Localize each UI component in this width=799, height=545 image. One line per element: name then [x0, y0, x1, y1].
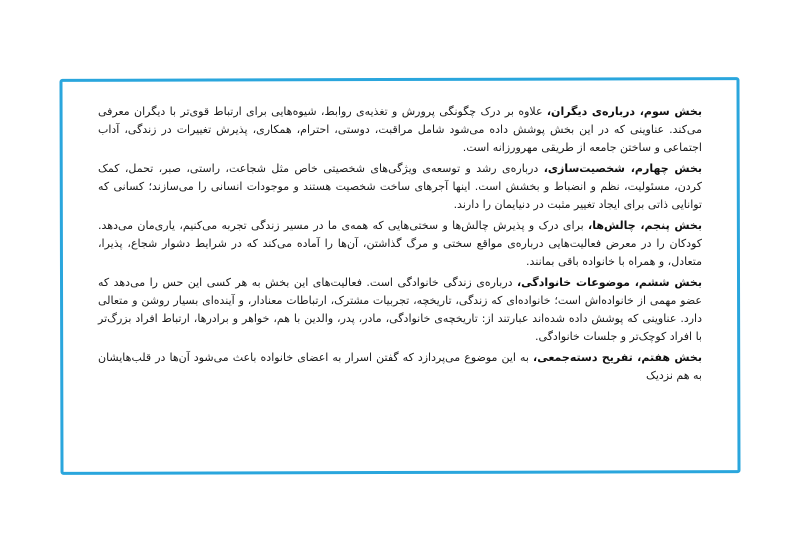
- paragraph-section-7: [98, 349, 702, 385]
- paragraph-title: بخش ششم، موضوعات خانوادگی،: [517, 276, 702, 289]
- paragraph-title: بخش سوم، درباره‌ی دیگران،: [546, 105, 702, 118]
- paragraph-section-5: [98, 217, 702, 271]
- text-body: [98, 103, 702, 388]
- paragraph-text: برای درک و پذیرش چالش‌ها و سختی‌هایی که همه‌ی ما در مسیر زندگی تجربه می‌کنیم، یاری‌مان می‌دهد. کودکان را در معرض فعالیت‌هایی درباره‌ی مواقع سختی و مرگ گذاشتن، آن‌ها را آماده می‌کند که در شرایط دشوار شجاع، پذیرا، متعادل، و همراه با خانواده باقی بمانند.: [98, 219, 702, 268]
- paragraph-text: علاوه بر درک چگونگی پرورش و تغذیه‌ی روابط، شیوه‌هایی برای ارتباط قوی‌تر با دیگران معرفی می‌کند. عناوینی که در این بخش پوشش داده می‌شود شامل مراقبت، دوستی، احترام، همکاری، پذیرش تغییرات در زندگی، آداب اجتماعی و ساختن جامعه از طریقی مهرورزانه است.: [98, 105, 702, 154]
- paragraph-title: بخش هفتم، تفریح دسته‌جمعی،: [533, 351, 702, 364]
- paragraph-text: درباره‌ی رشد و توسعه‌ی ویژگی‌های شخصیتی خاص مثل شجاعت، راستی، صبر، تحمل، کمک کردن، مسئولیت، نظم و انضباط و بخشش است. اینها آجرهای ساخت شخصیت هستند و موجودات انسانی را می‌سازند؛ کسانی که توانایی ذاتی برای ایجاد تغییر مثبت در دنیایمان را دارند.: [98, 162, 702, 211]
- paragraph-section-6: [98, 274, 702, 346]
- paragraph-title: بخش پنجم، چالش‌ها،: [588, 219, 702, 232]
- paragraph-section-3: [98, 103, 702, 157]
- paragraph-text: به این موضوع می‌پردازد که گفتن اسرار به اعضای خانواده باعث می‌شود آن‌ها در قلب‌هایشان به هم نزدیک: [98, 351, 702, 382]
- paragraph-text: درباره‌ی زندگی خانوادگی است. فعالیت‌های این بخش به هر کسی این حس را می‌دهد که عضو مهمی از خانواده‌اش است؛ خانواده‌ای که زندگی، تاریخچه، تجربیات مشترک، ارتباطات معنادار، و آینده‌ای بسیار روشن و متعالی دارد. عناوینی که پوشش داده شده‌اند عبارتند از: تاریخچه‌ی خانوادگی، مادر، پدر، والدین با هم، خواهر و برادرها، ارتباط افراد بزرگ‌تر با افراد کوچک‌تر و جلسات خانوادگی.: [98, 276, 702, 343]
- paragraph-section-4: [98, 160, 702, 214]
- paragraph-title: بخش چهارم، شخصیت‌سازی،: [543, 162, 702, 175]
